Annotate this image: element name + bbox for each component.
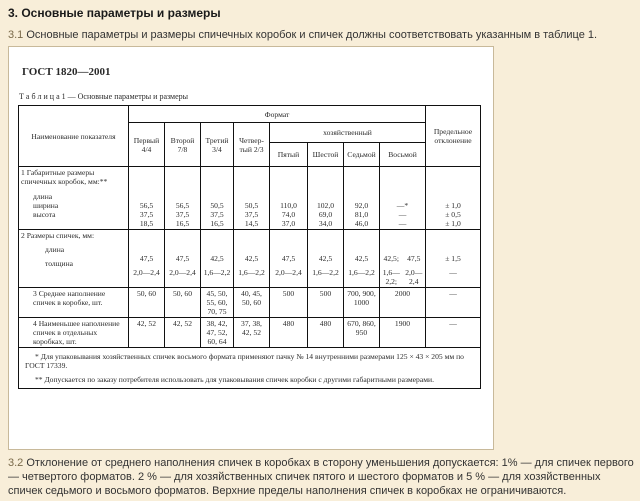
section-heading: 3. Основные параметры и размеры [8, 6, 221, 20]
cell: 110,0 74,0 37,0 [270, 167, 308, 230]
row-name: 3 Среднее наполнение спичек в коробке, шт. [19, 288, 129, 318]
cell: ± 1,5 — [426, 230, 481, 288]
footnotes [19, 348, 481, 389]
cell: 50, 60 [165, 288, 201, 318]
cell: 56,5 37,5 16,5 [165, 167, 201, 230]
row-title: 1 Габаритные размеры спичечных коробок, мм:** [21, 168, 108, 186]
cell: 42,5 1,6—2,2 [201, 230, 234, 288]
cell: 50,5 37,5 14,5 [234, 167, 270, 230]
parameters-table [18, 105, 481, 389]
header-seventh: Седьмой [344, 143, 380, 167]
table-caption: Т а б л и ц а 1 — Основные параметры и размеры [19, 92, 189, 101]
cell: 500 [308, 288, 344, 318]
header-first: Первый 4/4 [129, 123, 165, 167]
cell: 47,5 2,0—2,4 [165, 230, 201, 288]
cell: 42, 52 [165, 318, 201, 348]
table-row [19, 230, 481, 288]
sub-label: толщина [45, 259, 74, 268]
row-name [19, 230, 129, 288]
paragraph-number: 3.2 [8, 457, 24, 469]
header-limit: Предельное отклонение [426, 106, 481, 167]
cell: 42,5 1,6—2,2 [234, 230, 270, 288]
row-name [19, 167, 129, 230]
cell: 500 [270, 288, 308, 318]
cell: 700, 900, 1000 [344, 288, 380, 318]
header-eighth: Восьмой [380, 143, 426, 167]
cell: — [426, 318, 481, 348]
footnote-2: ** Допускается по заказу потребителя использовать для упаковывания спичек коробки с другими габаритными размерами. [35, 375, 434, 384]
paragraph-3-2 [8, 456, 634, 498]
footnote-row [19, 348, 481, 389]
header-format: Формат [129, 106, 426, 123]
sub-label: длина [45, 245, 65, 254]
row-name: 4 Наименьшее наполнение спичек в отдельных коробках, шт. [19, 318, 129, 348]
cell: 50,5 37,5 16,5 [201, 167, 234, 230]
document-scan [8, 46, 494, 450]
header-fourth: Четвер-тый 2/3 [234, 123, 270, 167]
paragraph-text: Основные параметры и размеры спичечных коробок и спичек должны соответствовать указанным в таблице 1. [23, 29, 598, 41]
cell: 47,5 2,0—2,4 [270, 230, 308, 288]
paragraph-3-1 [8, 29, 597, 41]
cell: 92,0 81,0 46,0 [344, 167, 380, 230]
cell: 42,5 1,6—2,2 [344, 230, 380, 288]
cell: 480 [308, 318, 344, 348]
cell: — [426, 288, 481, 318]
header-sixth: Шестой [308, 143, 344, 167]
header-household: хозяйственный [270, 123, 426, 143]
cell: ± 1,0 ± 0,5 ± 1,0 [426, 167, 481, 230]
cell: 2000 [380, 288, 426, 318]
table-row [19, 288, 481, 318]
cell: 480 [270, 318, 308, 348]
cell: 38, 42, 47, 52, 60, 64 [201, 318, 234, 348]
cell: 42, 52 [129, 318, 165, 348]
table-row [19, 167, 481, 230]
paragraph-text: Отклонение от среднего наполнения спичек в коробках в сторону уменьшения допускается: 1% — для спичек первого — четвертого форматов. 2 % — для хозяйственных спичек пятого и шестого форматов и 5 % — для хозяйственных спичек седьмого и восьмого форматов. Верхние пределы наполнения спичек в коробках не ограничиваются. [8, 457, 634, 497]
paragraph-number: 3.1 [8, 29, 24, 41]
cell: 42,5 1,6—2,2 [308, 230, 344, 288]
cell: 102,0 69,0 34,0 [308, 167, 344, 230]
footnote-1: * Для упаковывания хозяйственных спичек восьмого формата применяют пачку № 14 внутренними размерами 125 × 43 × 205 мм по ГОСТ 17339. [25, 352, 464, 370]
sub-label: длина [33, 192, 53, 201]
header-fifth: Пятый [270, 143, 308, 167]
header-third: Третий 3/4 [201, 123, 234, 167]
header-name: Наименование показателя [19, 106, 129, 167]
gost-title: ГОСТ 1820—2001 [22, 66, 111, 78]
cell: 50, 60 [129, 288, 165, 318]
cell: —* — — [380, 167, 426, 230]
sub-label: высота [33, 210, 56, 219]
sub-label: ширина [33, 201, 59, 210]
cell-eighth-format: 42,5; 1,6— 2,2; 47,5 2,0— 2,4 [380, 230, 426, 288]
cell: 670, 860, 950 [344, 318, 380, 348]
header-second: Второй 7/8 [165, 123, 201, 167]
cell: 56,5 37,5 18,5 [129, 167, 165, 230]
cell: 37, 38, 42, 52 [234, 318, 270, 348]
cell: 45, 50, 55, 60, 70, 75 [201, 288, 234, 318]
table-row [19, 318, 481, 348]
cell: 40, 45, 50, 60 [234, 288, 270, 318]
cell: 47,5 2,0—2,4 [129, 230, 165, 288]
row-title: 2 Размеры спичек, мм: [21, 231, 95, 240]
cell: 1900 [380, 318, 426, 348]
